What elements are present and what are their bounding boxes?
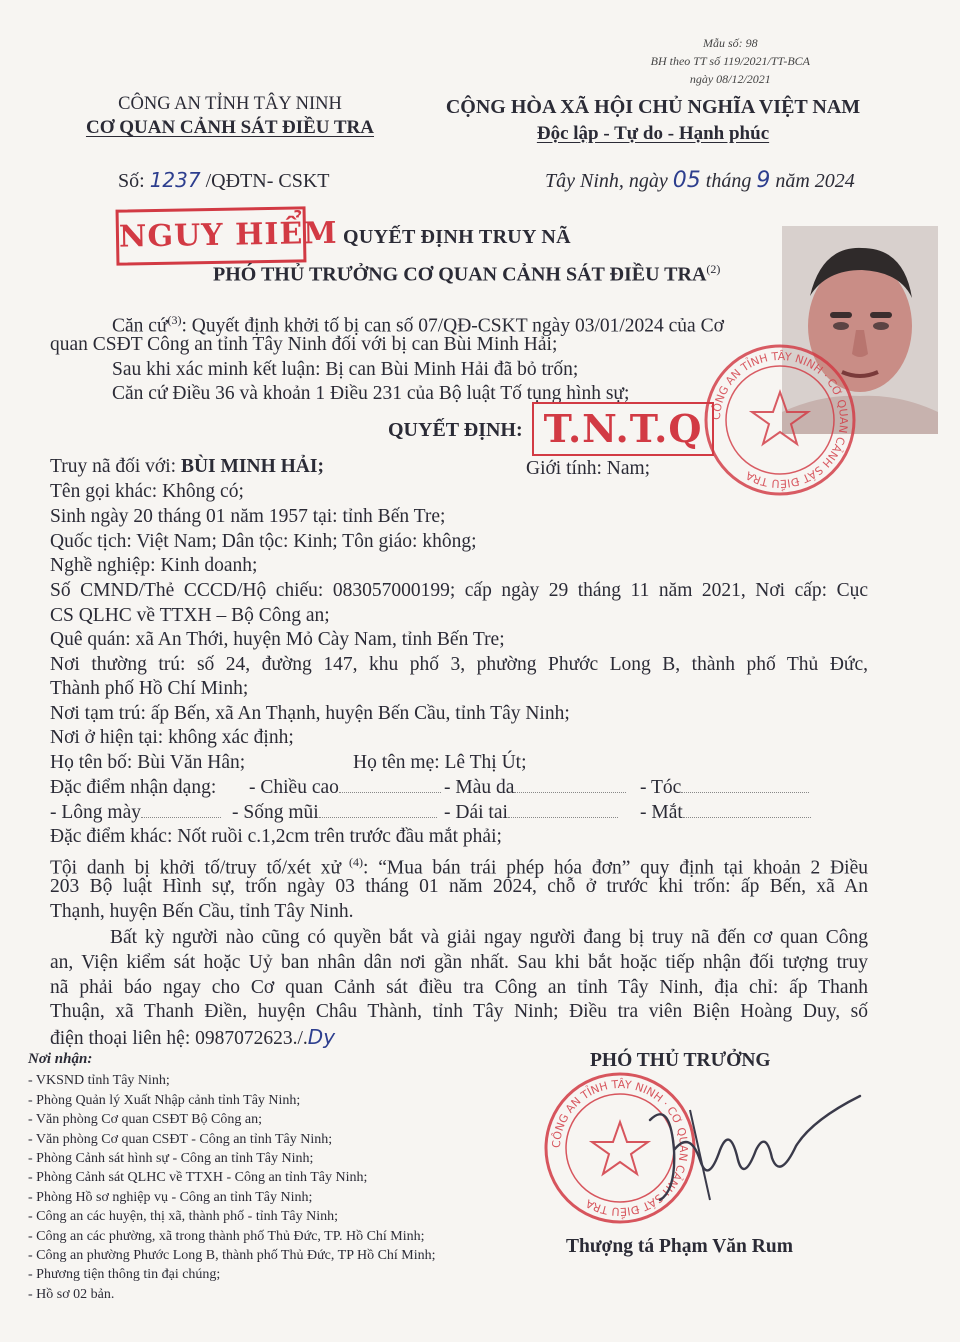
svg-text:CÔNG AN TỈNH TÂY NINH · CƠ QUA: CÔNG AN TỈNH TÂY NINH · CƠ QUAN CẢNH SÁT ĐIỀU TRA bbox=[549, 1077, 691, 1219]
unit-name: CƠ QUAN CẢNH SÁT ĐIỀU TRA bbox=[85, 117, 375, 138]
mother-line: Họ tên mẹ: Lê Thị Út; bbox=[353, 752, 527, 773]
national-header bbox=[438, 96, 868, 145]
feature-nose: - Sống mũi bbox=[232, 801, 437, 826]
agency-header bbox=[60, 94, 400, 139]
notice-line-4: Thuận, xã Thanh Điền, huyện Châu Thành, tỉnh Tây Ninh; Điều tra viên Biện Hoàng Duy, số bbox=[50, 1001, 868, 1022]
recipient-item: - Hồ sơ 02 bản. bbox=[28, 1286, 115, 1302]
crime-line-3: Thạnh, huyện Bến Cầu, tỉnh Tây Ninh. bbox=[50, 901, 354, 922]
form-date: ngày 08/12/2021 bbox=[689, 72, 771, 86]
recipient-item: - Phòng Cảnh sát QLHC về TTXH - Công an tỉnh Tây Ninh; bbox=[28, 1170, 368, 1186]
other-features-line: Đặc điểm khác: Nốt ruồi c.1,2cm trên trước đầu mắt phải; bbox=[50, 826, 502, 847]
basis-line-3: Sau khi xác minh kết luận: Bị can Bùi Minh Hải đã bỏ trốn; bbox=[112, 359, 579, 380]
danger-stamp-text: NGUY HIỂM bbox=[118, 215, 338, 255]
gender-line: Giới tính: Nam; bbox=[526, 458, 651, 479]
signer-title: PHÓ THỦ TRƯỞNG bbox=[590, 1050, 771, 1071]
recipient-item: - Văn phòng Cơ quan CSĐT Bộ Công an; bbox=[28, 1112, 263, 1128]
handwritten-signature-icon bbox=[630, 1090, 870, 1220]
recipient-item: - Phương tiện thông tin đại chúng; bbox=[28, 1267, 221, 1283]
notice-line-1: Bất kỳ người nào cũng có quyền bắt và giải ngay người đang bị truy nã đến cơ quan Công bbox=[110, 927, 868, 948]
residence-line-2: Thành phố Hồ Chí Minh; bbox=[50, 678, 249, 699]
recipient-item: - Phòng Quản lý Xuất Nhập cảnh tỉnh Tây Ninh; bbox=[28, 1092, 301, 1108]
father-line: Họ tên bố: Bùi Văn Hân; bbox=[50, 752, 246, 773]
handwritten-initials: Dy bbox=[307, 1025, 336, 1049]
svg-text:CÔNG AN TỈNH TÂY NINH · CƠ QUA: CÔNG AN TỈNH TÂY NINH · CƠ QUAN CẢNH SÁT ĐIỀU TRA bbox=[709, 349, 851, 491]
recipient-item: - VKSND tỉnh Tây Ninh; bbox=[28, 1073, 170, 1089]
handwritten-month: 9 bbox=[756, 168, 771, 193]
document-number: Số: 1237 /QĐTN- CSKT bbox=[118, 168, 330, 192]
recipients-title: Nơi nhận: bbox=[28, 1051, 93, 1067]
features-label: Đặc điểm nhận dạng: bbox=[50, 777, 217, 798]
document-title: QUYẾT ĐỊNH TRUY NÃ bbox=[343, 226, 571, 248]
temporary-residence-line: Nơi tạm trú: ấp Bến, xã An Thạnh, huyện Bến Cầu, tỉnh Tây Ninh; bbox=[50, 703, 570, 724]
recipient-item: - Công an các huyện, thị xã, thành phố - tỉnh Tây Ninh; bbox=[28, 1209, 339, 1225]
form-number: Mẫu số: 98 bbox=[702, 36, 758, 50]
tntq-stamp-text: T.N.T.Q bbox=[543, 406, 703, 451]
alias-line: Tên gọi khác: Không có; bbox=[50, 481, 244, 502]
form-circular: BH theo TT số 119/2021/TT-BCA bbox=[650, 54, 810, 68]
recipient-item: - Văn phòng Cơ quan CSĐT - Công an tỉnh Tây Ninh; bbox=[28, 1131, 333, 1147]
national-motto: Độc lập - Tự do - Hạnh phúc bbox=[536, 123, 770, 144]
feature-eyebrow: - Lông mày bbox=[50, 801, 221, 826]
current-address-line: Nơi ở hiện tại: không xác định; bbox=[50, 727, 294, 748]
feature-hair: - Tóc bbox=[640, 776, 809, 801]
hometown-line: Quê quán: xã An Thới, huyện Mỏ Cày Nam, tỉnh Bến Tre; bbox=[50, 629, 505, 650]
form-reference bbox=[651, 34, 810, 88]
notice-line-2: an, Viện kiểm sát hoặc Uỷ ban nhân dân nơi gần nhất. Sau khi bắt hoặc tiếp nhận đối tượng truy bbox=[50, 952, 868, 973]
nationality-line: Quốc tịch: Việt Nam; Dân tộc: Kinh; Tôn giáo: không; bbox=[50, 531, 477, 552]
recipients bbox=[28, 1050, 436, 1304]
feature-earlobe: - Dái tai bbox=[444, 801, 618, 826]
nation-name: CỘNG HÒA XÃ HỘI CHỦ NGHĨA VIỆT NAM bbox=[445, 96, 861, 118]
notice-line-3: nã phải báo ngay cho Cơ quan Cảnh sát điều tra Công an tỉnh Tây Ninh, địa chỉ: ấp Thanh bbox=[50, 977, 868, 998]
basis-line-4: Căn cứ Điều 36 và khoản 1 Điều 231 của Bộ luật Tố tụng hình sự; bbox=[112, 383, 630, 404]
tntq-stamp bbox=[532, 402, 714, 456]
official-seal-icon bbox=[700, 340, 860, 500]
suspect-name: BÙI MINH HẢI; bbox=[180, 456, 324, 477]
recipient-item: - Phòng Cảnh sát hình sự - Công an tỉnh Tây Ninh; bbox=[28, 1151, 314, 1167]
signer-name: Thượng tá Phạm Văn Rum bbox=[566, 1236, 793, 1257]
basis-line-2: quan CSĐT Công an tỉnh Tây Ninh đối với bị can Bùi Minh Hải; bbox=[50, 334, 558, 355]
handwritten-day: 05 bbox=[672, 168, 701, 193]
basis-line-1: Căn cứ$^{(3)}$: Quyết định khởi tố bị can số 07/QĐ-CSKT ngày 03/01/2024 của Cơ bbox=[112, 313, 724, 337]
document-date: Tây Ninh, ngày 05 tháng 9 năm 2024 bbox=[545, 168, 855, 193]
birth-line: Sinh ngày 20 tháng 01 năm 1957 tại: tỉnh Bến Tre; bbox=[50, 506, 446, 527]
issuer-title: PHÓ THỦ TRƯỞNG CƠ QUAN CẢNH SÁT ĐIỀU TRA$^{(2)}$ bbox=[213, 262, 721, 286]
danger-stamp bbox=[116, 206, 338, 265]
recipient-item: - Công an phường Phước Long B, thành phố Thủ Đức, TP Hồ Chí Minh; bbox=[28, 1248, 436, 1264]
feature-skin: - Màu da bbox=[444, 776, 626, 801]
agency-name: CÔNG AN TỈNH TÂY NINH bbox=[118, 94, 342, 114]
recipient-item: - Công an các phường, xã trong thành phố Thủ Đức, TP. Hồ Chí Minh; bbox=[28, 1228, 425, 1244]
crime-line-2: 203 Bộ luật Hình sự, trốn ngày 03 tháng 01 năm 2024, chỗ ở trước khi trốn: ấp Bến, xã An bbox=[50, 876, 868, 897]
handwritten-number: 1237 bbox=[149, 168, 201, 192]
feature-height: - Chiều cao bbox=[249, 776, 441, 801]
residence-line-1: Nơi thường trú: số 24, đường 147, khu phố 3, phường Phước Long B, thành phố Thủ Đức, bbox=[50, 654, 868, 675]
id-line-1: Số CMND/Thẻ CCCD/Hộ chiếu: 083057000199; cấp ngày 29 tháng 11 năm 2021, Nơi cấp: Cục bbox=[50, 580, 868, 601]
wanted-line: Truy nã đối với: BÙI MINH HẢI; bbox=[50, 456, 324, 477]
feature-eye: - Mắt bbox=[640, 801, 811, 826]
crime-line-1: Tội danh bị khởi tố/truy tố/xét xử $^{(4)}$: “Mua bán trái phép hóa đơn” quy định tại khoản 2 Điều bbox=[50, 855, 868, 879]
id-line-2: CS QLHC về TTXH – Bộ Công an; bbox=[50, 605, 330, 626]
recipient-item: - Phòng Hồ sơ nghiệp vụ - Công an tỉnh Tây Ninh; bbox=[28, 1189, 313, 1205]
decision-label: QUYẾT ĐỊNH: bbox=[388, 419, 523, 441]
occupation-line: Nghề nghiệp: Kinh doanh; bbox=[50, 555, 258, 576]
notice-line-5: điện thoại liên hệ: 0987072623./.Dy bbox=[50, 1025, 336, 1049]
